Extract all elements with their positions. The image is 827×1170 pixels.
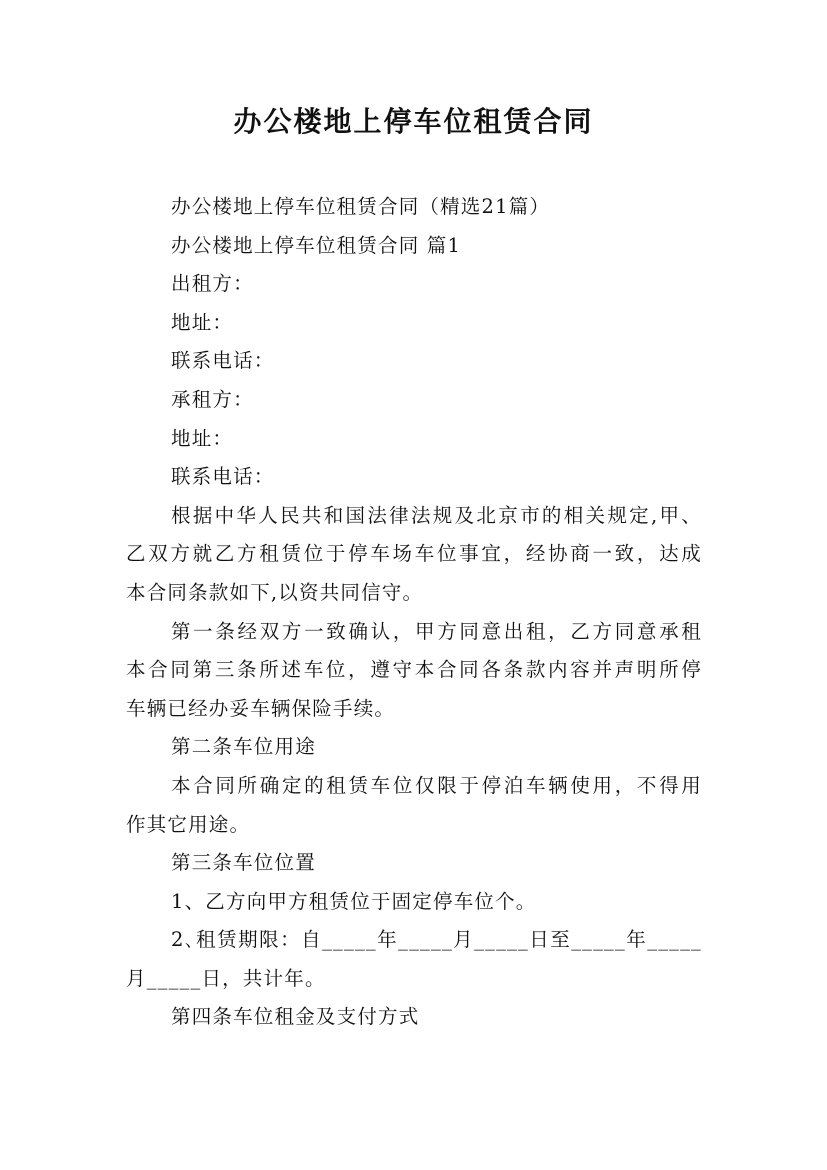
paragraph-line: 本合同所确定的租赁车位仅限于停泊车辆使用，不得用 [171, 773, 702, 797]
paragraph-line: 根据中华人民共和国法律法规及北京市的相关规定,甲、 [171, 503, 702, 527]
subtitle-line: 办公楼地上停车位租赁合同（精选21篇） [171, 195, 551, 218]
article-heading: 第三条车位位置 [171, 851, 316, 875]
article-heading: 第四条车位租金及支付方式 [171, 1005, 420, 1029]
paragraph-line: 第一条经双方一致确认，甲方同意出租，乙方同意承租 [171, 619, 702, 643]
paragraph-line: 1、乙方向甲方租赁位于固定停车位个。 [171, 889, 537, 913]
document-body [126, 188, 702, 1037]
paragraph-line: 2､租赁期限：自_____年_____月_____日至_____年_____ [171, 928, 702, 952]
lessee-phone-label: 联系电话： [171, 465, 275, 489]
section-heading: 办公楼地上停车位租赁合同 篇1 [171, 233, 462, 257]
paragraph-line: 月_____日，共计年。 [126, 966, 326, 990]
lessee-address-label: 地址： [171, 426, 234, 450]
paragraph-line: 本合同条款如下,以资共同信守。 [126, 580, 424, 604]
lessor-address-label: 地址： [171, 310, 234, 334]
lessee-label: 承租方： [171, 387, 254, 411]
paragraph-line: 乙双方就乙方租赁位于停车场车位事宜，经协商一致，达成 [126, 542, 702, 566]
paragraph-line: 车辆已经办妥车辆保险手续。 [126, 696, 396, 720]
article-heading: 第二条车位用途 [171, 735, 316, 759]
document-title: 办公楼地上停车位租赁合同 [233, 105, 594, 138]
paragraph-line: 作其它用途。 [126, 812, 251, 836]
paragraph-line: 本合同第三条所述车位，遵守本合同各条款内容并声明所停 [126, 658, 702, 682]
lessor-label: 出租方： [171, 272, 254, 296]
lessor-phone-label: 联系电话： [171, 349, 275, 373]
